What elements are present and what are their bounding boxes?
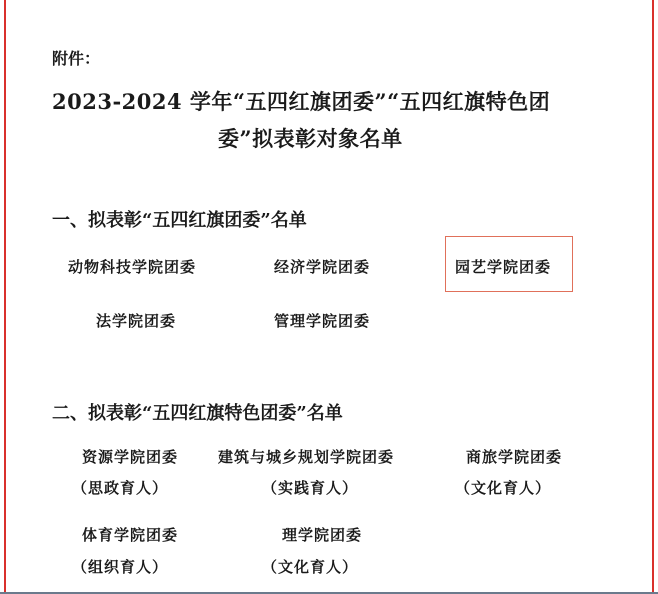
section2-heading: 二、拟表彰“五四红旗特色团委”名单 bbox=[52, 403, 343, 424]
section1-heading: 一、拟表彰“五四红旗团委”名单 bbox=[52, 210, 307, 231]
section2-item-name: 建筑与城乡规划学院团委 bbox=[218, 448, 395, 466]
section1-item: 动物科技学院团委 bbox=[68, 258, 197, 276]
section1-item: 经济学院团委 bbox=[274, 258, 371, 276]
document-title-line1: 2023-2024 学年“五四红旗团委”“五四红旗特色团 bbox=[52, 89, 551, 114]
section2-item-category: （思政育人） bbox=[72, 479, 169, 497]
section1-item: 园艺学院团委 bbox=[455, 258, 552, 276]
section2-item-name: 体育学院团委 bbox=[82, 526, 179, 544]
section2-item-category: （实践育人） bbox=[262, 479, 359, 497]
section2-item-category: （文化育人） bbox=[455, 479, 552, 497]
section2-item-category: （组织育人） bbox=[72, 558, 169, 576]
attachment-label: 附件： bbox=[52, 49, 101, 68]
section2-item-name: 理学院团委 bbox=[282, 526, 363, 544]
section2-item-name: 商旅学院团委 bbox=[466, 448, 563, 466]
document-title-line2: 委”拟表彰对象名单 bbox=[218, 126, 403, 151]
section2-item-category: （文化育人） bbox=[262, 558, 359, 576]
section2-item-name: 资源学院团委 bbox=[82, 448, 179, 466]
section1-item: 法学院团委 bbox=[96, 312, 177, 330]
section1-item: 管理学院团委 bbox=[274, 312, 371, 330]
